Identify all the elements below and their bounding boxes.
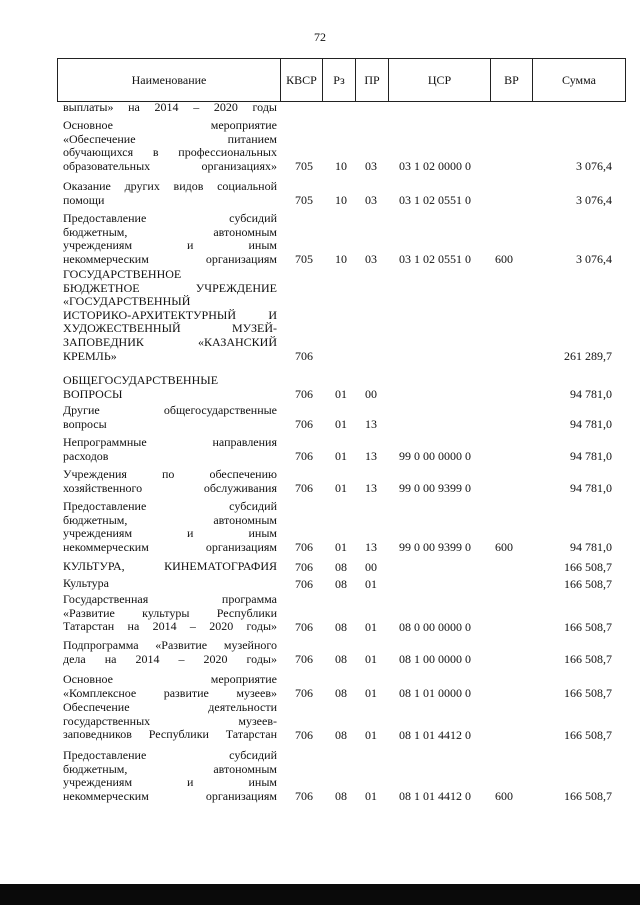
row-kvsr: 706	[295, 540, 313, 555]
row-name	[63, 436, 277, 463]
table-row	[0, 560, 640, 574]
row-pr: 01	[365, 652, 377, 667]
row-name	[63, 119, 277, 173]
row-pr: 01	[365, 727, 377, 742]
row-csr: 08 1 00 0000 0	[399, 652, 471, 667]
row-name-line: государственных музеев-	[63, 713, 277, 728]
table-row	[0, 212, 640, 266]
row-pr: 13	[365, 481, 377, 496]
header-sum: Сумма	[562, 73, 596, 87]
header-csr: ЦСР	[427, 73, 452, 87]
row-name	[63, 268, 277, 363]
row-kvsr: 705	[295, 193, 313, 208]
row-name	[63, 212, 277, 266]
row-name-line: образовательных организациях»	[63, 158, 277, 173]
row-name	[63, 404, 277, 431]
row-pr: 00	[365, 387, 377, 402]
row-csr: 99 0 00 0000 0	[399, 449, 471, 464]
row-rz: 01	[335, 540, 347, 555]
row-name-line: некоммерческим организациям	[63, 788, 277, 803]
row-vr: 600	[495, 789, 513, 804]
row-rz: 01	[335, 387, 347, 402]
row-sum: 94 781,0	[570, 540, 612, 555]
row-name-line: «Комплексное развитие музеев»	[63, 685, 277, 700]
row-csr: 99 0 00 9399 0	[399, 540, 471, 555]
header-rz: Рз	[333, 73, 345, 87]
table-row	[0, 101, 640, 115]
row-name-line: расходов	[63, 448, 109, 463]
row-name-line: бюджетным, автономным	[63, 512, 277, 527]
header-pr: ПР	[364, 73, 380, 87]
row-sum: 3 076,4	[576, 193, 612, 208]
row-name-line: выплаты» на 2014 – 2020 годы	[63, 100, 277, 114]
row-csr: 99 0 00 9399 0	[399, 481, 471, 496]
row-name-line: хозяйственного обслуживания	[63, 480, 277, 495]
row-sum: 3 076,4	[576, 252, 612, 267]
row-sum: 3 076,4	[576, 159, 612, 174]
table-row	[0, 639, 640, 666]
row-pr: 13	[365, 417, 377, 432]
table-row	[0, 468, 640, 495]
row-name-line: вопросы	[63, 416, 107, 431]
row-name	[63, 560, 277, 574]
row-pr: 01	[365, 619, 377, 634]
row-kvsr: 706	[295, 387, 313, 402]
row-name-line: Другие общегосударственные	[63, 403, 277, 417]
row-rz: 08	[335, 576, 347, 591]
row-name-line: Татарстан на 2014 – 2020 годы»	[63, 619, 277, 634]
row-pr: 03	[365, 252, 377, 267]
page-number: 72	[314, 30, 326, 44]
row-name	[63, 701, 277, 742]
row-rz: 08	[335, 559, 347, 574]
header-vr: ВР	[504, 73, 519, 87]
row-name-line: Государственная программа	[63, 592, 277, 606]
row-name-line: КУЛЬТУРА, КИНЕМАТОГРАФИЯ	[63, 559, 277, 573]
row-kvsr: 705	[295, 252, 313, 267]
scan-border	[0, 884, 640, 905]
row-name-line: учреждениям и иным	[63, 775, 277, 790]
row-sum: 166 508,7	[564, 576, 612, 591]
row-name-line: БЮДЖЕТНОЕ УЧРЕЖДЕНИЕ	[63, 280, 277, 295]
row-name-line: Предоставление субсидий	[63, 748, 277, 762]
row-name-line: Обеспечение деятельности	[63, 700, 277, 714]
row-kvsr: 706	[295, 559, 313, 574]
row-csr: 08 0 00 0000 0	[399, 619, 471, 634]
header-kvsr: КВСР	[286, 73, 317, 87]
row-pr: 01	[365, 789, 377, 804]
row-name-line: дела на 2014 – 2020 годы»	[63, 651, 277, 666]
row-sum: 166 508,7	[564, 686, 612, 701]
row-name-line: ОБЩЕГОСУДАРСТВЕННЫЕ	[63, 373, 219, 387]
table-row	[0, 436, 640, 463]
row-name-line: «ГОСУДАРСТВЕННЫЙ	[63, 294, 191, 309]
row-pr: 01	[365, 576, 377, 591]
row-name	[63, 639, 277, 666]
row-csr: 08 1 01 4412 0	[399, 789, 471, 804]
row-sum: 166 508,7	[564, 789, 612, 804]
row-name	[63, 749, 277, 803]
row-name-line: Предоставление субсидий	[63, 499, 277, 513]
row-pr: 03	[365, 159, 377, 174]
row-pr: 13	[365, 449, 377, 464]
row-name-line: Основное мероприятие	[63, 672, 277, 686]
table-header	[57, 58, 626, 102]
row-name-line: Подпрограмма «Развитие музейного	[63, 638, 277, 652]
row-name-line: ЗАПОВЕДНИК «КАЗАНСКИЙ	[63, 334, 277, 349]
row-kvsr: 706	[295, 449, 313, 464]
table-row	[0, 374, 640, 401]
row-csr: 03 1 02 0551 0	[399, 193, 471, 208]
row-rz: 01	[335, 417, 347, 432]
row-pr: 00	[365, 559, 377, 574]
row-sum: 166 508,7	[564, 619, 612, 634]
row-rz: 08	[335, 727, 347, 742]
row-name-line: ВОПРОСЫ	[63, 386, 123, 401]
table-row	[0, 180, 640, 207]
row-kvsr: 706	[295, 652, 313, 667]
row-pr: 01	[365, 686, 377, 701]
row-name	[63, 468, 277, 495]
row-name	[63, 673, 277, 700]
table-row	[0, 404, 640, 431]
row-kvsr: 705	[295, 159, 313, 174]
table-row	[0, 500, 640, 554]
row-name-line: КРЕМЛЬ»	[63, 348, 117, 363]
table-row	[0, 593, 640, 634]
row-name-line: учреждениям и иным	[63, 526, 277, 541]
row-name-line: помощи	[63, 192, 105, 207]
table-row	[0, 673, 640, 700]
row-pr: 13	[365, 540, 377, 555]
row-rz: 08	[335, 619, 347, 634]
row-name-line: Предоставление субсидий	[63, 211, 277, 225]
row-name-line: Оказание других видов социальной	[63, 179, 277, 193]
row-rz: 01	[335, 481, 347, 496]
row-kvsr: 706	[295, 686, 313, 701]
row-name-line: «Обеспечение питанием	[63, 131, 277, 146]
row-pr: 03	[365, 193, 377, 208]
row-csr: 03 1 02 0551 0	[399, 252, 471, 267]
row-sum: 261 289,7	[564, 349, 612, 364]
row-vr: 600	[495, 540, 513, 555]
row-rz: 08	[335, 789, 347, 804]
row-name-line: ИСТОРИКО-АРХИТЕКТУРНЫЙ И	[63, 307, 277, 322]
row-name-line: «Развитие культуры Республики	[63, 605, 277, 620]
row-csr: 08 1 01 4412 0	[399, 727, 471, 742]
row-name-line: заповедников Республики Татарстан	[63, 727, 277, 742]
row-sum: 166 508,7	[564, 652, 612, 667]
row-name-line: Учреждения по обеспечению	[63, 467, 277, 481]
table-row	[0, 577, 640, 591]
row-kvsr: 706	[295, 576, 313, 591]
row-name	[63, 593, 277, 634]
row-kvsr: 706	[295, 789, 313, 804]
row-rz: 10	[335, 252, 347, 267]
row-csr: 08 1 01 0000 0	[399, 686, 471, 701]
row-name-line: ГОСУДАРСТВЕННОЕ	[63, 267, 182, 281]
row-name-line: Непрограммные направления	[63, 435, 277, 449]
table-row	[0, 119, 640, 173]
row-vr: 600	[495, 252, 513, 267]
row-name-line: ХУДОЖЕСТВЕННЫЙ МУЗЕЙ-	[63, 321, 277, 336]
row-name-line: бюджетным, автономным	[63, 224, 277, 239]
row-name-line: Культура	[63, 576, 109, 590]
row-rz: 08	[335, 686, 347, 701]
row-sum: 166 508,7	[564, 559, 612, 574]
row-rz: 01	[335, 449, 347, 464]
table-row	[0, 749, 640, 803]
row-kvsr: 706	[295, 619, 313, 634]
row-rz: 10	[335, 159, 347, 174]
row-name-line: некоммерческим организациям	[63, 539, 277, 554]
row-name	[63, 500, 277, 554]
row-kvsr: 706	[295, 481, 313, 496]
row-name	[63, 180, 277, 207]
row-name-line: учреждениям и иным	[63, 238, 277, 253]
row-name	[63, 577, 277, 591]
header-name: Наименование	[131, 73, 207, 87]
row-kvsr: 706	[295, 727, 313, 742]
table-row	[0, 268, 640, 363]
row-name-line: Основное мероприятие	[63, 118, 277, 132]
row-sum: 166 508,7	[564, 727, 612, 742]
row-name-line: некоммерческим организациям	[63, 251, 277, 266]
row-sum: 94 781,0	[570, 449, 612, 464]
row-name-line: обучающихся в профессиональных	[63, 145, 277, 160]
row-rz: 08	[335, 652, 347, 667]
row-rz: 10	[335, 193, 347, 208]
table-row	[0, 701, 640, 742]
row-sum: 94 781,0	[570, 481, 612, 496]
row-csr: 03 1 02 0000 0	[399, 159, 471, 174]
row-sum: 94 781,0	[570, 387, 612, 402]
row-kvsr: 706	[295, 417, 313, 432]
row-name	[63, 101, 277, 115]
row-name	[63, 374, 277, 401]
row-name-line: бюджетным, автономным	[63, 761, 277, 776]
row-sum: 94 781,0	[570, 417, 612, 432]
row-kvsr: 706	[295, 349, 313, 364]
